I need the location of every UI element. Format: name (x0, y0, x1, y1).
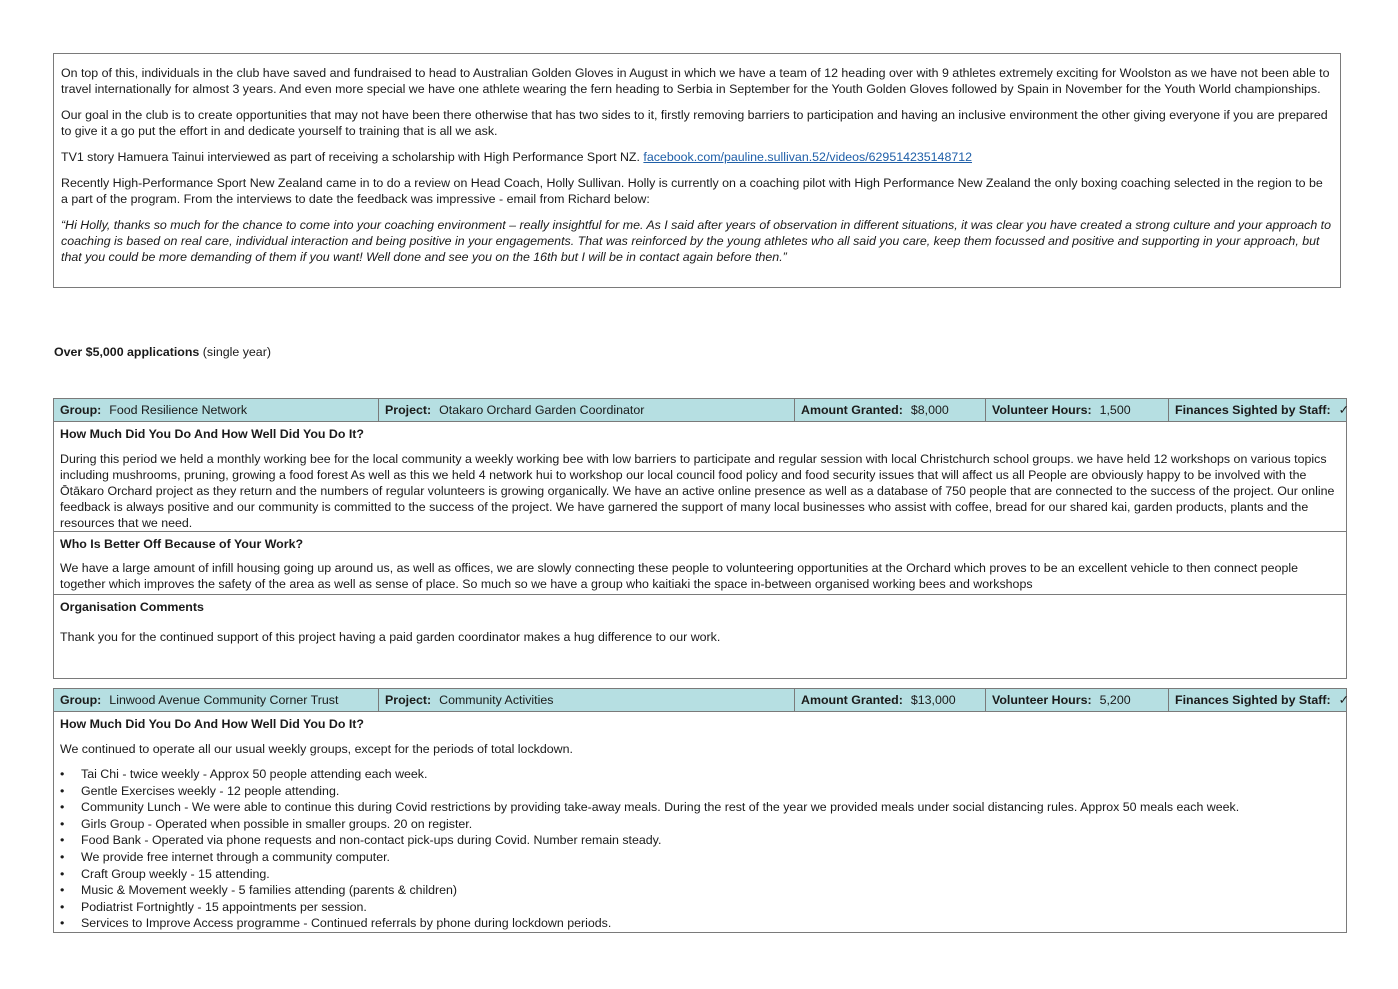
list-item: • Girls Group - Operated when possible in smaller groups. 20 on register. (60, 816, 1340, 833)
finances-label: Finances Sighted by Staff: (1175, 693, 1331, 707)
list-item: • Craft Group weekly - 15 attending. (60, 866, 1340, 883)
list-item: • Services to Improve Access programme - Continued referrals by phone during lockdown periods. (60, 915, 1340, 932)
group-label: Group: (60, 693, 102, 707)
finances-cell (1169, 399, 1347, 422)
project-label: Project: (385, 403, 432, 417)
project-cell (379, 689, 795, 712)
list-item: • Community Lunch - We were able to continue this during Covid restrictions by providing take-away meals. During the rest of the year we provided meals under social distancing rules. Approx 50 meals each week. (60, 799, 1340, 816)
finances-label: Finances Sighted by Staff: (1175, 403, 1331, 417)
club-report-box (53, 53, 1341, 288)
better-off-title: Who Is Better Off Because of Your Work? (60, 537, 304, 551)
how-much-cell (54, 422, 1347, 532)
list-item: • Food Bank - Operated via phone requests and non-contact pick-ups during Covid. Number remain steady. (60, 832, 1340, 849)
org-comments-row (54, 595, 1347, 679)
project-label: Project: (385, 693, 432, 707)
volunteer-cell (986, 689, 1169, 712)
check-icon: ✓ (1338, 403, 1349, 417)
amount-value: $13,000 (910, 693, 956, 707)
better-off-row (54, 532, 1347, 595)
activities-list (60, 766, 1340, 932)
group-cell (54, 399, 379, 422)
how-much-row (54, 712, 1347, 933)
list-item: • Podiatrist Fortnightly - 15 appointments per session. (60, 899, 1340, 916)
grant-table-linwood (53, 688, 1347, 933)
how-much-row (54, 422, 1347, 532)
volunteer-label: Volunteer Hours: (992, 403, 1092, 417)
amount-cell (795, 399, 986, 422)
how-much-title: How Much Did You Do And How Well Did You Do It? (60, 717, 365, 731)
project-cell (379, 399, 795, 422)
check-icon: ✓ (1338, 693, 1349, 707)
how-much-cell (54, 712, 1347, 933)
group-value: Food Resilience Network (109, 403, 248, 417)
better-off-body: We have a large amount of infill housing going up around us, as well as offices, we are slowly connecting these people to volunteering opportunities at the Orchard which proves to be an excellent vehicle to then connect people together which improves the safety of the area as well as sense of place. So much so we have a group who kaitiaki the space in-between organised working bees and workshops (60, 561, 1298, 591)
paragraph-club-goal: Our goal in the club is to create opportunities that may not have been there otherwise that has two sides to it, firstly removing barriers to participation and having an inclusive environment the other giving everyone if you are prepared to give it a go put the effort in and dedicate yourself to training that is all we ask. (61, 108, 1328, 138)
grant-header-row (54, 399, 1347, 422)
group-cell (54, 689, 379, 712)
list-item: • Gentle Exercises weekly - 12 people attending. (60, 783, 1340, 800)
better-off-cell (54, 532, 1347, 595)
paragraph-golden-gloves: On top of this, individuals in the club have saved and fundraised to head to Australian Golden Gloves in August in which we have a team of 12 heading over with 9 athletes extremely exciting for Woolston as we have not been able to travel internationally for almost 3 years. And even more special we have one athlete wearing the fern heading to Serbia in September for the Youth Golden Gloves followed by Spain in November for the Youth World championships. (61, 66, 1330, 96)
grant-header-row (54, 689, 1347, 712)
project-value: Community Activities (439, 693, 554, 707)
paragraph-hpsnz-review: Recently High-Performance Sport New Zealand came in to do a review on Head Coach, Holly Sullivan. Holly is currently on a coaching pilot with High Performance New Zealand the only boxing coaching selected in the region to be a part of the program. From the interviews to date the feedback was impressive - email from Richard below: (61, 176, 1323, 206)
how-much-body: During this period we held a monthly working bee for the local community a weekly working bee with low barriers to participate and regular session with local Christchurch school groups. we have held 12 workshops on various topics including mushrooms, pruning, growing a food forest As well as this we held 4 network hui to workshop our local council food policy and food security issues that will affect us all People are obviously happy to be involved with the Ōtākaro Orchard project as they return and the numbers of regular volunteers is growing organically. We have an active online presence as well as a database of 750 people that are connected to the success of the project. Our online feedback is always positive and our community is committed to the success of the project. We have garnered the support of many local businesses who assist with coffee, bread for our shared kai, garden products, plants and the resources that we need. (60, 452, 1335, 530)
amount-label: Amount Granted: (801, 693, 903, 707)
section-heading-over-5000 (54, 344, 271, 360)
grant-table-food-resilience (53, 398, 1347, 679)
volunteer-cell (986, 399, 1169, 422)
volunteer-value: 1,500 (1099, 403, 1131, 417)
how-much-intro: We continued to operate all our usual weekly groups, except for the periods of total lockdown. (60, 742, 573, 756)
volunteer-value: 5,200 (1099, 693, 1131, 707)
section-heading-bold: Over $5,000 applications (54, 345, 200, 359)
org-comments-cell (54, 595, 1347, 679)
group-label: Group: (60, 403, 102, 417)
section-heading-qualifier: (single year) (202, 345, 271, 359)
list-item: • Music & Movement weekly - 5 families attending (parents & children) (60, 882, 1340, 899)
project-value: Otakaro Orchard Garden Coordinator (439, 403, 645, 417)
how-much-title: How Much Did You Do And How Well Did You Do It? (60, 427, 365, 441)
amount-cell (795, 689, 986, 712)
amount-label: Amount Granted: (801, 403, 903, 417)
paragraph-tv1-story (61, 149, 1333, 165)
list-item: • We provide free internet through a community computer. (60, 849, 1340, 866)
finances-cell (1169, 689, 1347, 712)
org-comments-body: Thank you for the continued support of this project having a paid garden coordinator makes a hug difference to our work. (60, 630, 721, 644)
richard-email-quote: “Hi Holly, thanks so much for the chance to come into your coaching environment – really insightful for me. As I said after years of observation in different situations, it was clear you have created a strong culture and your approach to coaching is based on real care, individual interaction and being positive in your engagements. That was reinforced by the young athletes who all said you care, keep them focussed and positive and supporting in your approach, but that you could be more demanding of them if you want! Well done and see you on the 16th but I will be in contact again before then.” (61, 218, 1331, 264)
volunteer-label: Volunteer Hours: (992, 693, 1092, 707)
facebook-video-link[interactable]: facebook.com/pauline.sullivan.52/videos/629514235148712 (643, 150, 973, 164)
list-item: • Tai Chi - twice weekly - Approx 50 people attending each week. (60, 766, 1340, 783)
group-value: Linwood Avenue Community Corner Trust (109, 693, 339, 707)
tv1-story-text: TV1 story Hamuera Tainui interviewed as part of receiving a scholarship with High Performance Sport NZ. (61, 150, 640, 164)
amount-value: $8,000 (910, 403, 949, 417)
org-comments-title: Organisation Comments (60, 600, 204, 614)
